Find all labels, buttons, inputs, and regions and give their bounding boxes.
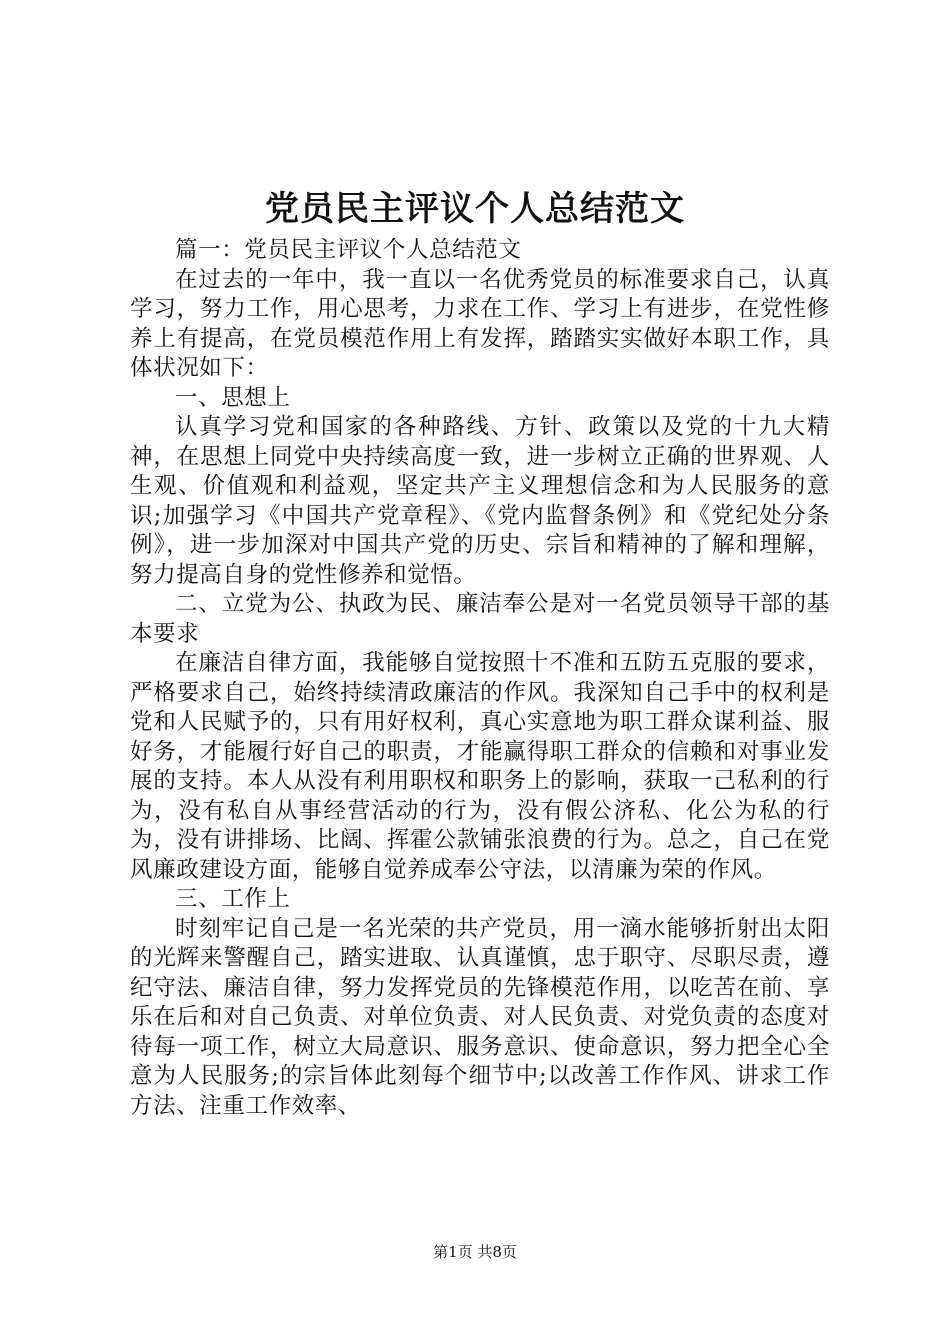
paragraph-intro: 在过去的一年中，我一直以一名优秀党员的标准要求自己，认真学习，努力工作，用心思考，力求在工作、学习上有进步，在党性修养上有提高，在党员模范作用上有发挥，踏踏实实做好本职工作，具体状况如下： [130,266,830,381]
document-body [130,236,830,1121]
paragraph-section-heading: 篇一：党员民主评议个人总结范文 [175,237,522,263]
paragraph-heading-thought: 一、思想上 [175,384,291,411]
paragraph-heading-work: 三、工作上 [175,886,291,912]
paragraph-heading-integrity: 二、立党为公、执政为民、廉洁奉公是对一名党员领导干部的基本要求 [130,591,830,647]
page-number-footer: 第1页 共8页 [433,1243,517,1261]
paragraph-integrity: 在廉洁自律方面，我能够自觉按照十不准和五防五克服的要求，严格要求自己，始终持续清政廉洁的作风。我深知自己手中的权利是党和人民赋予的，只有用好权利，真心实意地为职工群众谋利益、服好务，才能履行好自己的职责，才能赢得职工群众的信赖和对事业发展的支持。本人从没有利用职权和职务上的影响，获取一己私利的行为，没有私自从事经营活动的行为，没有假公济私、化公为私的行为，没有讲排场、比阔、挥霍公款铺张浪费的行为。总之，自己在党风廉政建设方面，能够自觉养成奉公守法，以清廉为荣的作风。 [130,650,830,883]
paragraph-work: 时刻牢记自己是一名光荣的共产党员，用一滴水能够折射出太阳的光辉来警醒自己，踏实进取、认真谨慎，忠于职守、尽职尽责，遵纪守法、廉洁自律，努力发挥党员的先锋模范作用，以吃苦在前、享乐在后和对自己负责、对单位负责、对人民负责、对党负责的态度对待每一项工作，树立大局意识、服务意识、使命意识，努力把全心全意为人民服务;的宗旨体此刻每个细节中;以改善工作作风、讲求工作方法、注重工作效率、 [130,915,830,1119]
document-title: 党员民主评议个人总结范文 [265,189,685,229]
paragraph-thought: 认真学习党和国家的各种路线、方针、政策以及党的十九大精神，在思想上同党中央持续高度一致，进一步树立正确的世界观、人生观、价值观和利益观，坚定共产主义理想信念和为人民服务的意识;加强学习《中国共产党章程》、《党内监督条例》和《党纪处分条例》，进一步加深对中国共产党的历史、宗旨和精神的了解和理解，努力提高自身的党性修养和觉悟。 [130,414,830,588]
